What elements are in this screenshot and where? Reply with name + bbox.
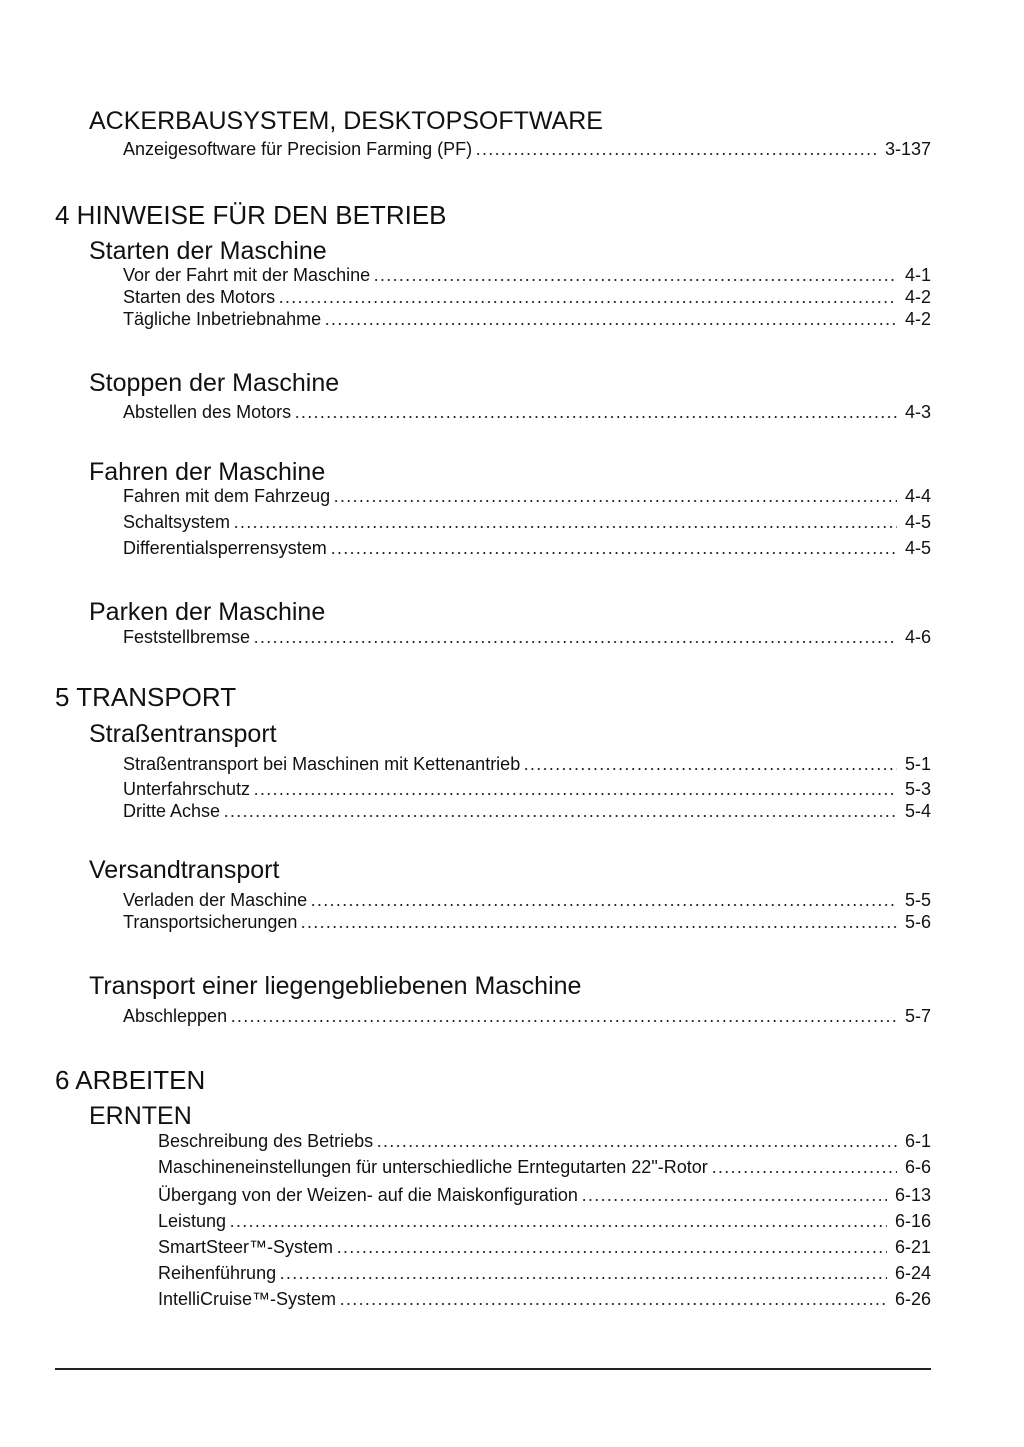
dot-leader <box>373 279 897 281</box>
toc-entry-title: Transportsicherungen <box>123 912 298 932</box>
dot-leader <box>523 768 897 770</box>
dot-leader <box>333 500 897 502</box>
dot-leader <box>330 552 897 554</box>
toc-entry-title: Beschreibung des Betriebs <box>158 1131 374 1151</box>
section-heading-strassentransport: Straßentransport <box>89 720 277 748</box>
toc-entry[interactable] <box>123 511 931 533</box>
dot-leader <box>223 815 897 817</box>
toc-entry-page: 4-3 <box>904 402 931 422</box>
toc-entry-title: SmartSteer™-System <box>158 1237 334 1257</box>
toc-entry[interactable] <box>158 1210 931 1232</box>
dot-leader <box>581 1199 887 1201</box>
toc-entry-page: 4-2 <box>904 309 931 329</box>
dot-leader <box>475 153 877 155</box>
dot-leader <box>310 904 897 906</box>
toc-entry-title: Verladen der Maschine <box>123 890 308 910</box>
toc-entry[interactable] <box>123 889 931 911</box>
toc-entry-page: 3-137 <box>884 139 931 159</box>
chapter-heading-6: 6 ARBEITEN <box>55 1065 206 1095</box>
toc-entry-title: Leistung <box>158 1211 227 1231</box>
toc-entry[interactable] <box>123 911 931 933</box>
dot-leader <box>336 1251 887 1253</box>
dot-leader <box>230 1020 897 1022</box>
section-heading-liegengeblieben: Transport einer liegengebliebenen Maschine <box>89 972 582 1000</box>
toc-entry-page: 6-16 <box>894 1211 931 1231</box>
toc-entry[interactable] <box>123 264 931 286</box>
toc-entry-page: 4-6 <box>904 627 931 647</box>
toc-entry-title: Dritte Achse <box>123 801 221 821</box>
toc-entry-page: 5-5 <box>904 890 931 910</box>
dot-leader <box>278 301 897 303</box>
toc-entry[interactable] <box>158 1236 931 1258</box>
toc-entry-page: 5-6 <box>904 912 931 932</box>
toc-entry-page: 6-6 <box>904 1157 931 1177</box>
section-heading-fahren: Fahren der Maschine <box>89 458 326 486</box>
toc-entry[interactable] <box>158 1130 931 1152</box>
toc-entry[interactable] <box>123 778 931 800</box>
toc-entry-title: Reihenführung <box>158 1263 277 1283</box>
section-heading-stoppen: Stoppen der Maschine <box>89 369 340 397</box>
toc-entry-page: 4-2 <box>904 287 931 307</box>
toc-entry[interactable] <box>158 1156 931 1178</box>
toc-entry[interactable] <box>123 800 931 822</box>
toc-entry-title: Schaltsystem <box>123 512 231 532</box>
toc-entry[interactable] <box>123 308 931 330</box>
toc-entry-page: 5-7 <box>904 1006 931 1026</box>
section-heading-ernten: ERNTEN <box>89 1102 192 1130</box>
dot-leader <box>229 1225 887 1227</box>
toc-entry-page: 6-1 <box>904 1131 931 1151</box>
toc-entry[interactable] <box>123 753 931 775</box>
toc-entry-title: Anzeigesoftware für Precision Farming (PF) <box>123 139 473 159</box>
section-heading-versandtransport: Versandtransport <box>89 856 280 884</box>
toc-entry[interactable] <box>158 1288 931 1310</box>
toc-entry-title: Vor der Fahrt mit der Maschine <box>123 265 371 285</box>
toc-entry-page: 5-1 <box>904 754 931 774</box>
toc-entry-title: Maschineneinstellungen für unterschiedliche Erntegutarten 22"-Rotor <box>158 1157 708 1177</box>
toc-entry[interactable] <box>123 485 931 507</box>
dot-leader <box>294 416 897 418</box>
dot-leader <box>339 1303 887 1305</box>
toc-entry-page: 5-3 <box>904 779 931 799</box>
dot-leader <box>711 1171 897 1173</box>
section-heading-parken: Parken der Maschine <box>89 598 326 626</box>
toc-entry-page: 6-24 <box>894 1263 931 1283</box>
toc-entry[interactable] <box>123 286 931 308</box>
toc-entry-page: 6-21 <box>894 1237 931 1257</box>
toc-entry-page: 4-1 <box>904 265 931 285</box>
dot-leader <box>300 926 897 928</box>
toc-entry[interactable] <box>123 138 931 160</box>
toc-entry-title: Tägliche Inbetriebnahme <box>123 309 322 329</box>
toc-entry[interactable] <box>123 626 931 648</box>
dot-leader <box>279 1277 887 1279</box>
dot-leader <box>253 641 897 643</box>
dot-leader <box>253 793 897 795</box>
toc-entry-page: 5-4 <box>904 801 931 821</box>
toc-entry-title: Straßentransport bei Maschinen mit Kettenantrieb <box>123 754 521 774</box>
toc-entry-title: Übergang von der Weizen- auf die Maiskonfiguration <box>158 1185 578 1205</box>
toc-entry-title: Abstellen des Motors <box>123 402 292 422</box>
toc-entry-title: Starten des Motors <box>123 287 276 307</box>
toc-entry-page: 4-4 <box>904 486 931 506</box>
toc-entry-page: 6-13 <box>894 1185 931 1205</box>
toc-entry[interactable] <box>123 537 931 559</box>
toc-entry-title: IntelliCruise™-System <box>158 1289 337 1309</box>
toc-entry-page: 6-26 <box>894 1289 931 1309</box>
toc-entry-title: Abschleppen <box>123 1006 228 1026</box>
dot-leader <box>233 526 897 528</box>
dot-leader <box>324 323 897 325</box>
dot-leader <box>376 1145 897 1147</box>
footer-rule <box>55 1368 931 1370</box>
section-heading-ackerbausystem: ACKERBAUSYSTEM, DESKTOPSOFTWARE <box>89 107 603 135</box>
toc-entry[interactable] <box>158 1262 931 1284</box>
toc-entry-page: 4-5 <box>904 538 931 558</box>
toc-entry-title: Feststellbremse <box>123 627 251 647</box>
toc-entry[interactable] <box>123 401 931 423</box>
chapter-heading-5: 5 TRANSPORT <box>55 682 237 712</box>
toc-entry-title: Unterfahrschutz <box>123 779 251 799</box>
toc-entry-page: 4-5 <box>904 512 931 532</box>
toc-entry-title: Differentialsperrensystem <box>123 538 327 558</box>
section-heading-starten: Starten der Maschine <box>89 237 327 265</box>
toc-entry-title: Fahren mit dem Fahrzeug <box>123 486 331 506</box>
toc-entry[interactable] <box>158 1184 931 1206</box>
chapter-heading-4: 4 HINWEISE FÜR DEN BETRIEB <box>55 200 447 230</box>
toc-entry[interactable] <box>123 1005 931 1027</box>
